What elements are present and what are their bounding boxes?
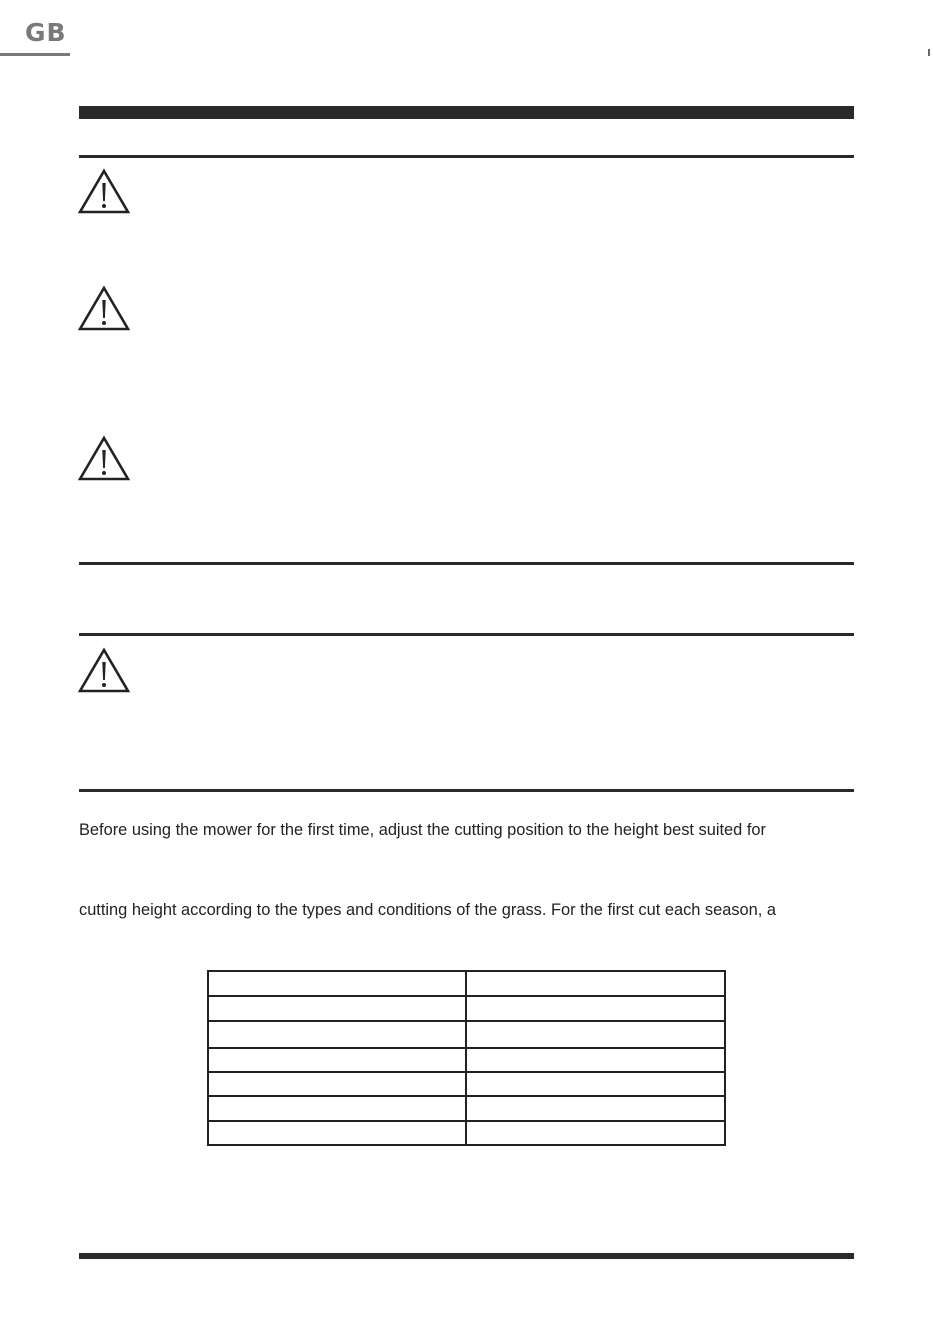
- cutting-height-paragraph-line: cutting height according to the types and conditions of the grass. For the first cut each season, a: [79, 901, 777, 919]
- table-cell: [466, 1121, 725, 1145]
- page-corner-mark: [928, 49, 930, 56]
- section-divider: [79, 562, 854, 565]
- section-divider: [79, 789, 854, 792]
- table-cell: [208, 1048, 466, 1072]
- footer-rule: [79, 1253, 854, 1259]
- cutting-height-paragraph-line: Before using the mower for the first time, adjust the cutting position to the height best suited for: [79, 821, 766, 839]
- table-cell: [466, 1048, 725, 1072]
- table-row: [208, 971, 725, 996]
- table-row: [208, 1121, 725, 1145]
- table-cell: [466, 1021, 725, 1048]
- table-cell: [208, 971, 466, 996]
- section-title-bar: [79, 106, 854, 119]
- cutting-height-table: [207, 970, 726, 1146]
- warning-triangle-icon: [78, 168, 130, 214]
- warning-triangle-icon: [78, 285, 130, 331]
- table-cell: [466, 996, 725, 1021]
- table-cell: [466, 1096, 725, 1121]
- table-cell: [466, 971, 725, 996]
- table-cell: [208, 1021, 466, 1048]
- table-cell: [208, 1121, 466, 1145]
- language-underline: [0, 53, 70, 56]
- table-row: [208, 1021, 725, 1048]
- table-row: [208, 1096, 725, 1121]
- table-cell: [208, 1072, 466, 1096]
- table-cell: [466, 1072, 725, 1096]
- language-code: GB: [25, 18, 67, 47]
- table-row: [208, 996, 725, 1021]
- table-cell: [208, 1096, 466, 1121]
- table-row: [208, 1072, 725, 1096]
- section-divider: [79, 633, 854, 636]
- table-row: [208, 1048, 725, 1072]
- table-cell: [208, 996, 466, 1021]
- section-divider: [79, 155, 854, 158]
- warning-triangle-icon: [78, 647, 130, 693]
- warning-triangle-icon: [78, 435, 130, 481]
